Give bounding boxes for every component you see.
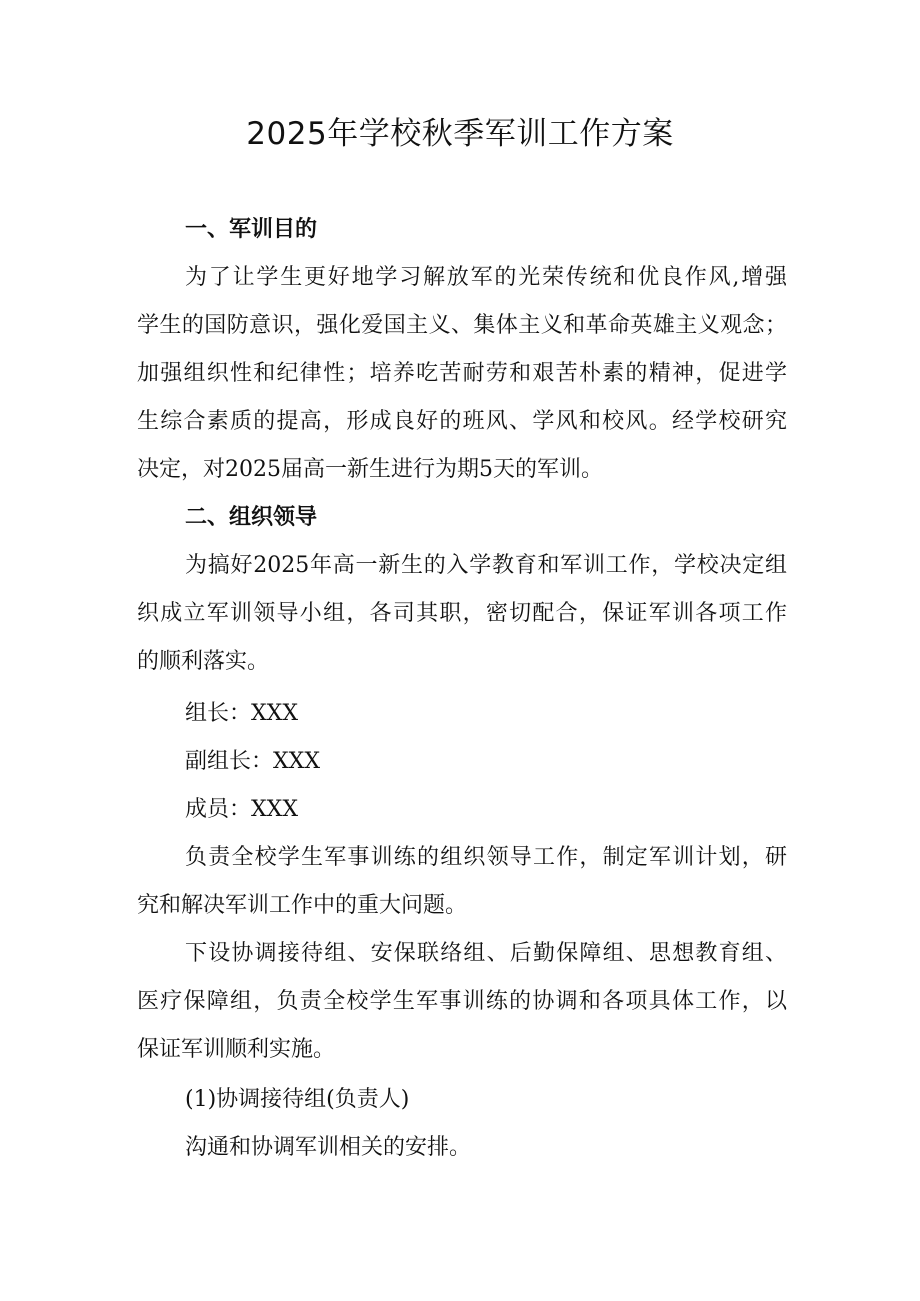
paragraph-purpose: [137, 254, 787, 494]
section-heading-purpose: 一、军训目的: [185, 217, 318, 242]
paragraph-line: 生综合素质的提高，形成良好的班风、学风和校风。经学校研究: [137, 409, 787, 434]
paragraph-organization: [137, 542, 787, 686]
paragraph-subgroups: [137, 930, 787, 1074]
paragraph-line: 下设协调接待组、安保联络组、后勤保障组、思想教育组、: [185, 941, 787, 966]
paragraph-line: 为了让学生更好地学习解放军的光荣传统和优良作风,增强: [185, 265, 787, 290]
group1-description: 沟通和协调军训相关的安排。: [185, 1135, 472, 1160]
paragraph-line: 医疗保障组，负责全校学生军事训练的协调和各项具体工作，以: [137, 989, 787, 1014]
paragraph-line: 加强组织性和纪律性；培养吃苦耐劳和艰苦朴素的精神，促进学: [137, 361, 787, 386]
paragraph-line: 究和解决军训工作中的重大问题。: [137, 893, 468, 918]
paragraph-line: 负责全校学生军事训练的组织领导工作，制定军训计划，研: [185, 845, 787, 870]
leader-line: 组长：XXX: [185, 701, 298, 726]
paragraph-line: 为搞好2025年高一新生的入学教育和军训工作，学校决定组: [185, 553, 787, 578]
members-line: 成员：XXX: [185, 797, 298, 822]
paragraph-line: 决定，对2025届高一新生进行为期5天的军训。: [137, 457, 603, 482]
paragraph-line: 的顺利落实。: [137, 649, 270, 674]
paragraph-line: 织成立军训领导小组，各司其职，密切配合，保证军训各项工作: [137, 601, 787, 626]
group1-title: (1)协调接待组(负责人): [185, 1087, 410, 1112]
paragraph-responsibility: [137, 834, 787, 930]
document-title: 2025年学校秋季军训工作方案: [246, 116, 674, 152]
paragraph-line: 学生的国防意识，强化爱国主义、集体主义和革命英雄主义观念；: [137, 313, 787, 338]
vice-leader-line: 副组长：XXX: [185, 749, 320, 774]
section-heading-organization: 二、组织领导: [185, 505, 318, 530]
paragraph-line: 保证军训顺利实施。: [137, 1037, 336, 1062]
